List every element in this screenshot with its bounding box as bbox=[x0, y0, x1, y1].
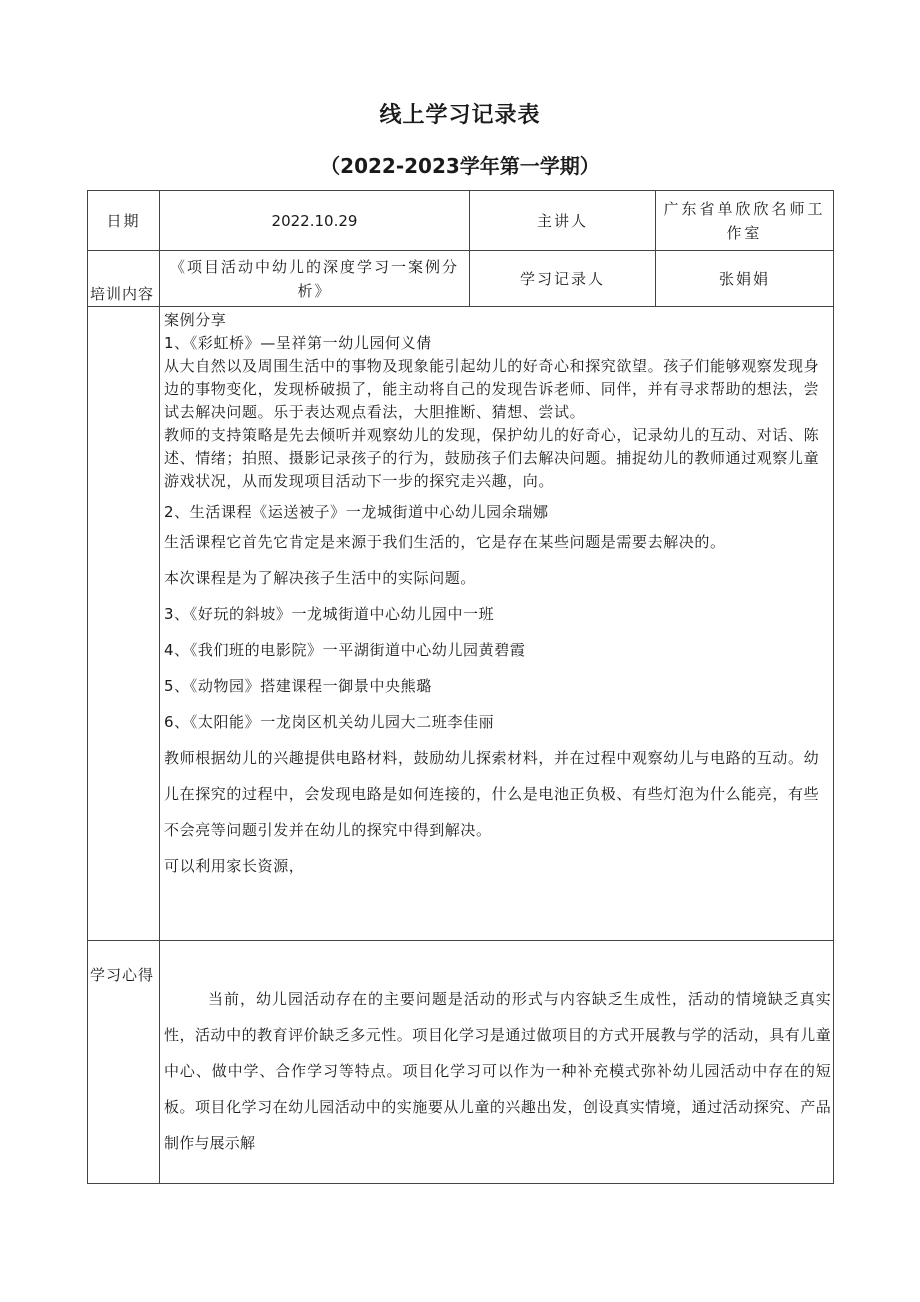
experience-cell bbox=[160, 941, 834, 1184]
recorder-value: 张娟娟 bbox=[656, 251, 834, 307]
page-title: 线上学习记录表 bbox=[379, 103, 541, 128]
speaker-label: 主讲人 bbox=[470, 191, 656, 251]
content-cell bbox=[160, 307, 834, 941]
case2-paragraph-1: 生活课程它首先它肯定是来源于我们生活的，它是存在某些问题是需要去解决的。 bbox=[164, 533, 726, 551]
speaker-value: 广东省单欣欣名师工作室 bbox=[656, 191, 834, 251]
case1-paragraph-1: 从大自然以及周围生活中的事物及现象能引起幼儿的好奇心和探究欲望。孩子们能够观察发现身边的事物变化，发现桥破损了，能主动将自己的发现告诉老师、同伴，并有寻求帮助的想法，尝试去解决问题。乐于表达观点看法，大胆推断、猜想、尝试。 bbox=[164, 357, 820, 421]
row-content bbox=[88, 307, 834, 941]
topic-label: 培训内容 bbox=[88, 251, 160, 307]
case2-paragraph-2: 本次课程是为了解决孩子生活中的实际问题。 bbox=[164, 569, 477, 587]
row-topic bbox=[88, 251, 834, 307]
case6-paragraph-1: 教师根据幼儿的兴趣提供电路材料，鼓励幼儿探索材料，并在过程中观察幼儿与电路的互动。幼儿在探究的过程中，会发现电路是如何连接的，什么是电池正负极、有些灯泡为什么能亮，有些不会亮等问题引发并在幼儿的探究中得到解决。 bbox=[164, 749, 820, 839]
topic-value: 《项目活动中幼儿的深度学习一案例分析》 bbox=[160, 251, 470, 307]
row-experience bbox=[88, 941, 834, 1184]
experience-text: 当前，幼儿园活动存在的主要问题是活动的形式与内容缺乏生成性，活动的情境缺乏真实性，活动中的教育评价缺乏多元性。项目化学习是通过做项目的方式开展教与学的活动，具有儿童中心、做中学、合作学习等特点。项目化学习可以作为一种补充模式弥补幼儿园活动中存在的短板。项目化学习在幼儿园活动中的实施要从儿童的兴趣出发，创设真实情境，通过活动探究、产品制作与展示解 bbox=[164, 990, 831, 1152]
case5-title: 5、《动物园》搭建课程一御景中央熊璐 bbox=[164, 677, 432, 695]
case1-paragraph-2: 教师的支持策略是先去倾听并观察幼儿的发现，保护幼儿的好奇心，记录幼儿的互动、对话、陈述、情绪；拍照、摄影记录孩子的行为，鼓励孩子们去解决问题。捕捉幼儿的教师通过观察儿童游戏状况，从而发现项目活动下一步的探究走兴趣，向。 bbox=[164, 426, 820, 490]
case2-title: 2、生活课程《运送被子》一龙城街道中心幼儿园余瑞娜 bbox=[164, 503, 549, 521]
date-label: 日期 bbox=[88, 191, 160, 251]
date-value: 2022.10.29 bbox=[160, 191, 470, 251]
row-date bbox=[88, 191, 834, 251]
case1-title: 1、《彩虹桥》—呈祥第一幼儿园何义倩 bbox=[164, 334, 432, 352]
recorder-label: 学习记录人 bbox=[470, 251, 656, 307]
content-label-cell bbox=[88, 307, 160, 941]
page-subtitle: （2022-2023学年第一学期） bbox=[320, 154, 600, 178]
case4-title: 4、《我们班的电影院》一平湖街道中心幼儿园黄碧霞 bbox=[164, 641, 526, 659]
content-heading: 案例分享 bbox=[164, 311, 227, 329]
closing-line: 可以利用家长资源， bbox=[164, 857, 305, 875]
experience-label: 学习心得 bbox=[88, 941, 160, 1184]
case6-title: 6、《太阳能》一龙岗区机关幼儿园大二班李佳丽 bbox=[164, 713, 495, 731]
learning-record-table bbox=[87, 190, 834, 1184]
case3-title: 3、《好玩的斜坡》一龙城街道中心幼儿园中一班 bbox=[164, 605, 495, 623]
